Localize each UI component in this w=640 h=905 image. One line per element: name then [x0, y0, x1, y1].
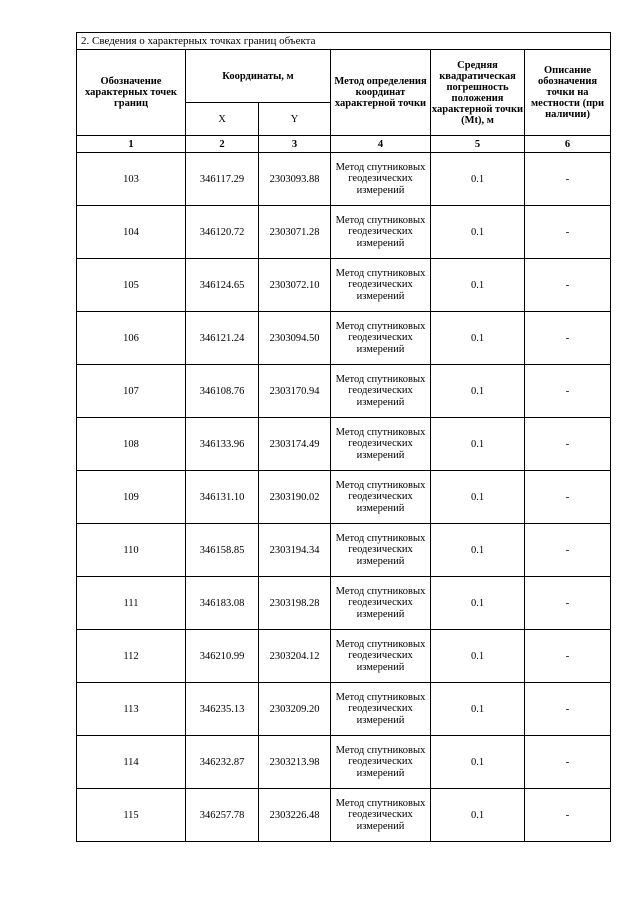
- column-number: 3: [259, 136, 331, 153]
- table-row: [77, 418, 611, 471]
- cell-point: 103: [77, 153, 186, 206]
- cell-method: [331, 789, 431, 842]
- column-number: 5: [431, 136, 525, 153]
- table-row: [77, 630, 611, 683]
- cell-description: -: [525, 153, 611, 206]
- cell-method: [331, 365, 431, 418]
- table-row: [77, 789, 611, 842]
- cell-description: -: [525, 789, 611, 842]
- table-row: [77, 153, 611, 206]
- method-text: Метод спутниковых геодезических измерений: [335, 320, 426, 355]
- cell-method: [331, 418, 431, 471]
- cell-method: [331, 683, 431, 736]
- cell-accuracy: 0.1: [431, 577, 525, 630]
- cell-method: [331, 524, 431, 577]
- cell-description: -: [525, 418, 611, 471]
- table-row: [77, 524, 611, 577]
- cell-description: -: [525, 365, 611, 418]
- table-row: [77, 471, 611, 524]
- cell-method: [331, 312, 431, 365]
- table-row: [77, 365, 611, 418]
- table-body: [77, 153, 611, 842]
- cell-y: 2303170.94: [259, 365, 331, 418]
- cell-x: 346108.76: [186, 365, 259, 418]
- column-number: 6: [525, 136, 611, 153]
- method-text: Метод спутниковых геодезических измерений: [335, 373, 426, 408]
- header-coordinates: Координаты, м: [186, 50, 331, 103]
- cell-method: [331, 736, 431, 789]
- cell-description: -: [525, 312, 611, 365]
- cell-y: 2303198.28: [259, 577, 331, 630]
- column-number: 1: [77, 136, 186, 153]
- cell-point: 114: [77, 736, 186, 789]
- cell-y: 2303094.50: [259, 312, 331, 365]
- cell-description: -: [525, 259, 611, 312]
- cell-y: 2303204.12: [259, 630, 331, 683]
- cell-point: 108: [77, 418, 186, 471]
- table-row: [77, 259, 611, 312]
- cell-point: 104: [77, 206, 186, 259]
- cell-point: 106: [77, 312, 186, 365]
- cell-x: 346121.24: [186, 312, 259, 365]
- cell-point: 105: [77, 259, 186, 312]
- table-row: [77, 206, 611, 259]
- cell-x: 346257.78: [186, 789, 259, 842]
- boundary-points-table: [76, 32, 611, 842]
- cell-y: 2303194.34: [259, 524, 331, 577]
- cell-accuracy: 0.1: [431, 789, 525, 842]
- header-method: Метод определения координат характерной точки: [331, 50, 431, 136]
- cell-accuracy: 0.1: [431, 418, 525, 471]
- cell-method: [331, 630, 431, 683]
- cell-point: 115: [77, 789, 186, 842]
- cell-y: 2303093.88: [259, 153, 331, 206]
- cell-y: 2303213.98: [259, 736, 331, 789]
- cell-method: [331, 577, 431, 630]
- cell-point: 113: [77, 683, 186, 736]
- method-text: Метод спутниковых геодезических измерений: [335, 161, 426, 196]
- method-text: Метод спутниковых геодезических измерений: [335, 214, 426, 249]
- header-point-designation: Обозначение характерных точек границ: [77, 50, 186, 136]
- cell-accuracy: 0.1: [431, 153, 525, 206]
- method-text: Метод спутниковых геодезических измерений: [335, 585, 426, 620]
- cell-y: 2303226.48: [259, 789, 331, 842]
- table-row: [77, 683, 611, 736]
- cell-method: [331, 153, 431, 206]
- cell-method: [331, 206, 431, 259]
- cell-accuracy: 0.1: [431, 471, 525, 524]
- cell-accuracy: 0.1: [431, 206, 525, 259]
- cell-y: 2303190.02: [259, 471, 331, 524]
- cell-description: -: [525, 471, 611, 524]
- cell-accuracy: 0.1: [431, 683, 525, 736]
- cell-accuracy: 0.1: [431, 259, 525, 312]
- cell-method: [331, 259, 431, 312]
- cell-description: -: [525, 736, 611, 789]
- cell-description: -: [525, 630, 611, 683]
- cell-point: 111: [77, 577, 186, 630]
- document-page: [76, 32, 610, 842]
- cell-x: 346117.29: [186, 153, 259, 206]
- method-text: Метод спутниковых геодезических измерений: [335, 479, 426, 514]
- cell-y: 2303209.20: [259, 683, 331, 736]
- method-text: Метод спутниковых геодезических измерений: [335, 797, 426, 832]
- cell-x: 346131.10: [186, 471, 259, 524]
- column-number: 4: [331, 136, 431, 153]
- cell-method: [331, 471, 431, 524]
- section-title: 2. Сведения о характерных точках границ объекта: [77, 33, 611, 50]
- cell-description: -: [525, 577, 611, 630]
- cell-description: -: [525, 683, 611, 736]
- method-text: Метод спутниковых геодезических измерений: [335, 638, 426, 673]
- cell-point: 112: [77, 630, 186, 683]
- column-number: 2: [186, 136, 259, 153]
- method-text: Метод спутниковых геодезических измерений: [335, 267, 426, 302]
- cell-x: 346232.87: [186, 736, 259, 789]
- cell-x: 346210.99: [186, 630, 259, 683]
- cell-point: 107: [77, 365, 186, 418]
- cell-x: 346133.96: [186, 418, 259, 471]
- cell-accuracy: 0.1: [431, 312, 525, 365]
- cell-x: 346158.85: [186, 524, 259, 577]
- header-x: X: [186, 103, 259, 136]
- cell-accuracy: 0.1: [431, 736, 525, 789]
- method-text: Метод спутниковых геодезических измерений: [335, 744, 426, 779]
- cell-y: 2303174.49: [259, 418, 331, 471]
- method-text: Метод спутниковых геодезических измерений: [335, 426, 426, 461]
- cell-y: 2303072.10: [259, 259, 331, 312]
- cell-accuracy: 0.1: [431, 365, 525, 418]
- cell-x: 346124.65: [186, 259, 259, 312]
- cell-accuracy: 0.1: [431, 630, 525, 683]
- cell-point: 109: [77, 471, 186, 524]
- table-row: [77, 312, 611, 365]
- header-accuracy: Средняя квадратическая погрешность положения характерной точки (Mt), м: [431, 50, 525, 136]
- table-row: [77, 736, 611, 789]
- header-y: Y: [259, 103, 331, 136]
- cell-x: 346183.08: [186, 577, 259, 630]
- cell-description: -: [525, 524, 611, 577]
- header-description: Описание обозначения точки на местности (при наличии): [525, 50, 611, 136]
- method-text: Метод спутниковых геодезических измерений: [335, 532, 426, 567]
- cell-accuracy: 0.1: [431, 524, 525, 577]
- cell-x: 346120.72: [186, 206, 259, 259]
- cell-description: -: [525, 206, 611, 259]
- cell-point: 110: [77, 524, 186, 577]
- table-row: [77, 577, 611, 630]
- method-text: Метод спутниковых геодезических измерений: [335, 691, 426, 726]
- cell-x: 346235.13: [186, 683, 259, 736]
- cell-y: 2303071.28: [259, 206, 331, 259]
